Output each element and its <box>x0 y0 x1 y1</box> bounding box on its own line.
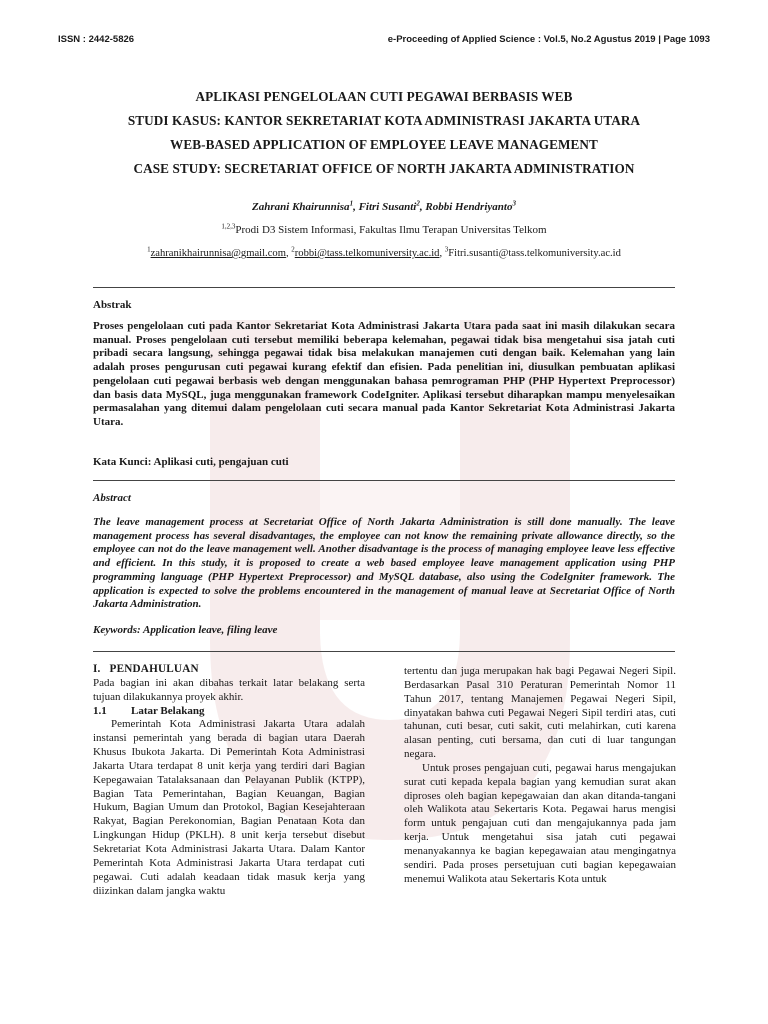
paragraph: tertentu dan juga merupakan hak bagi Pegawai Negeri Sipil. Berdasarkan Pasal 310 Peraturan Pemerintah Nomor 11 Tahun 2017, tentang Manajemen Pegawai Negeri Sipil, dinyatakan bahwa cuti Pegawai Negeri Sipil terdiri atas, cuti tahunan, cuti besar, cuti sakit, cuti melahirkan, cuti karena alasan penting, cuti bersama, dan cuti di luar tangungan negara. <box>404 665 676 761</box>
email-3-text: Fitri.susanti@tass.telkomuniversity.ac.id <box>448 248 621 259</box>
left-column <box>93 663 365 898</box>
abstract-keywords: Keywords: Application leave, filing leave <box>93 624 278 636</box>
email-2-sup: 2 <box>291 245 295 254</box>
divider <box>93 480 675 481</box>
divider <box>93 287 675 288</box>
issn-header: ISSN : 2442-5826 <box>58 34 135 45</box>
email-3-sup: 3 <box>444 245 449 254</box>
email-list <box>60 245 708 259</box>
subsection-number: 1.1 <box>93 704 107 717</box>
email-1-sup: 1 <box>147 245 151 254</box>
author-1: Zahrani Khairunnisa <box>252 201 350 213</box>
abstrak-heading: Abstrak <box>93 299 132 311</box>
section-heading: I. PENDAHULUAN <box>93 663 199 675</box>
abstrak-keywords: Kata Kunci: Aplikasi cuti, pengajuan cuti <box>93 456 289 468</box>
subsection-title: Latar Belakang <box>131 704 205 717</box>
paragraph: Pemerintah Kota Administrasi Jakarta Utara adalah instansi pemerintah yang berada di bagian utara Daerah Khusus Ibukota Jakarta. Di Pemerintah Kota Administrasi Jakarta Utara terdapat 8 unit kerja yang terdiri dari Bagian Kepegawaian Tatalaksanaan dan Pelayanan Publik (KTPP), Bagian Tata Pemerintahan, Bagian Keuangan, Bagian Hukum, Bagian Umum dan Protokol, Bagian Kesejahteraan Rakyat, Bagian Perekonomian, Bagian Penataan Kota dan Lingkungan Hidup (PKLH). 8 unit kerja tersebut disebut Sekretariat Kota Administrasi Jakarta Utara. Dalam Kantor Pemerintah Kota Administrasi Jakarta Utara terdapat cuti pegawai. Cuti adalah keadaan tidak masuk kerja yang diizinkan dalam jangka waktu <box>93 718 365 897</box>
divider <box>93 651 675 652</box>
affiliation <box>60 224 708 236</box>
author-sep: , <box>419 201 426 213</box>
title-line-4: CASE STUDY: SECRETARIAT OFFICE OF NORTH JAKARTA ADMINISTRATION <box>133 161 635 176</box>
title-line-2: STUDI KASUS: KANTOR SEKRETARIAT KOTA ADMINISTRASI JAKARTA UTARA <box>127 113 641 128</box>
author-2: Fitri Susanti <box>358 201 417 213</box>
author-list <box>60 201 708 213</box>
author-sep: , <box>353 201 359 213</box>
affiliation-text: Prodi D3 Sistem Informasi, Fakultas Ilmu Terapan Universitas Telkom <box>235 224 547 236</box>
email-sep: , <box>285 248 292 259</box>
paragraph: Untuk proses pengajuan cuti, pegawai harus mengajukan surat cuti kepada kepala bagian yang kemudian surat akan diproses oleh bagian kepegawaian dan akan ditanda-tangani oleh Walikota atau Sekertaris Kota. Pegawai harus mengisi form untuk pengajuan cuti dan mengajukannya pada jam kerja. Untuk mengetahui sisa jatah cuti pegawai menanyakannya ke bagian kepegawaian atau mengingatnya sendiri. Pada proses persetujuan cuti bagian kepegawaian menemui Walikota atau Sekertaris Kota untuk <box>404 761 676 885</box>
title-line-1: APLIKASI PENGELOLAAN CUTI PEGAWAI BERBASIS WEB <box>195 89 573 104</box>
abstract-heading: Abstract <box>93 492 131 504</box>
email-1-link[interactable]: zahranikhairunnisa@gmail.com <box>150 248 286 259</box>
author-3: Robbi Hendriyanto <box>425 201 513 213</box>
author-1-sup: 1 <box>349 199 354 208</box>
abstract-body: The leave management process at Secretariat Office of North Jakarta Administration is still done manually. The leave management process has several disadvantages, the employee can not know the remaining private allowance directly, so the employee can not do the leave management well. Another disadvantage is the process of managing employee leave less effective and efficient. In this study, it is proposed to create a web based employee leave management application using PHP programming language (PHP Hypertext Preprocessor) and MySQL database, also using the CodeIgniter framework. The application is expected to solve the problems encountered in the management of manual leave at Secretariat Office of North Jakarta Administration. <box>93 516 675 611</box>
email-sep: , <box>439 248 445 259</box>
subsection-heading <box>93 705 365 719</box>
right-column <box>404 665 676 887</box>
affiliation-sup: 1,2,3 <box>221 222 236 231</box>
email-2-link[interactable]: robbi@tass.telkomuniversity.ac.id <box>294 248 440 259</box>
author-2-sup: 2 <box>416 199 420 208</box>
title-line-3: WEB-BASED APPLICATION OF EMPLOYEE LEAVE MANAGEMENT <box>170 137 598 152</box>
abstrak-body: Proses pengelolaan cuti pada Kantor Sekretariat Kota Administrasi Jakarta Utara pada saat ini masih dilakukan secara manual. Proses pengelolaan cuti tersebut memiliki beberapa kelemahan, pegawai tidak bisa mengetahui sisa jatah cuti pribadi secara langsung, sehingga pegawai tidak bisa melakukan manajemen cuti dengan baik. Kelemahan yang lain adalah proses pengurusan cuti pegawai kurang efektif dan efisien. Pada penelitian ini, diusulkan pembuatan aplikasi pengelolaan cuti pegawai berbasis web dengan menggunakan bahasa pemrograman PHP (PHP Hypertext Preprocessor) dan basis data MySQL, juga menggunakan framework CodeIgniter. Aplikasi tersebut diharapkan mampu menyelesaikan permasalahan yang ditemui dalam pengelolaan cuti secara manual pada Kantor Sekretariat Kota Administrasi Jakarta Utara. <box>93 320 675 428</box>
author-3-sup: 3 <box>512 199 516 208</box>
journal-header: e-Proceeding of Applied Science : Vol.5, No.2 Agustus 2019 | Page 1093 <box>387 34 710 45</box>
section-intro: Pada bagian ini akan dibahas terkait latar belakang serta tujuan dilakukannya proyek akhir. <box>93 676 365 703</box>
